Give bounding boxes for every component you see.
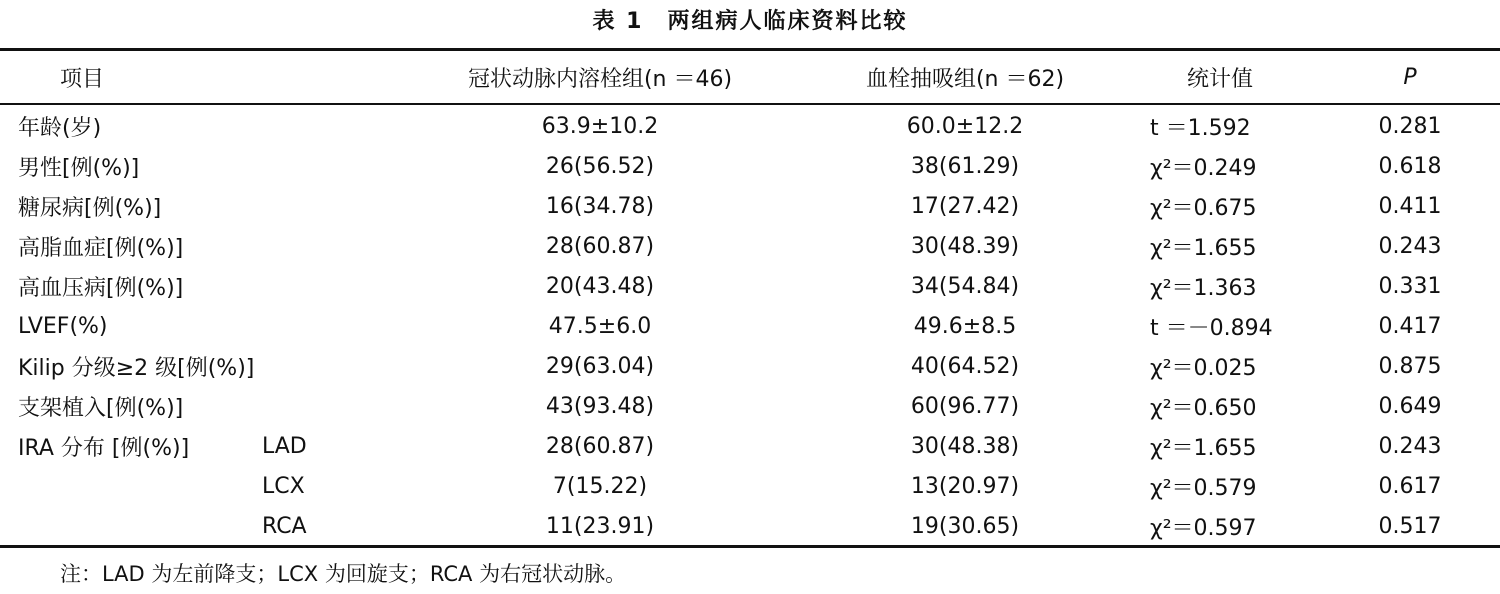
- row-stat: χ²＝0.675: [1150, 195, 1257, 221]
- header-group1: 冠状动脉内溶栓组(n ＝46): [467, 66, 733, 92]
- table-row: [0, 186, 1500, 226]
- header-group2: 血栓抽吸组(n ＝62): [865, 66, 1065, 92]
- row-stat: χ²＝0.597: [1150, 515, 1257, 541]
- row-group1: 28(60.87): [545, 233, 655, 259]
- row-item: Kilip 分级≥2 级[例(%)]: [18, 355, 255, 381]
- row-stat: χ²＝1.655: [1150, 235, 1257, 261]
- row-stat: χ²＝0.025: [1150, 355, 1257, 381]
- row-p: 0.243: [1378, 433, 1442, 459]
- row-group2: 13(20.97): [910, 473, 1020, 499]
- row-item: 糖尿病[例(%)]: [18, 195, 162, 221]
- bottom-rule: [0, 545, 1500, 548]
- header-rule: [0, 103, 1500, 105]
- table-row: [0, 306, 1500, 346]
- row-subitem: [262, 186, 382, 226]
- table-row: [0, 146, 1500, 186]
- row-group1: 63.9±10.2: [541, 113, 659, 139]
- row-group1: 29(63.04): [545, 353, 655, 379]
- table-row: [0, 106, 1500, 146]
- row-stat: χ²＝0.579: [1150, 475, 1257, 501]
- table-title: 表 1 两组病人临床资料比较: [592, 9, 908, 34]
- row-group2: 60.0±12.2: [906, 113, 1024, 139]
- row-group1: 16(34.78): [545, 193, 655, 219]
- table-row: [0, 466, 1500, 506]
- row-item: 高脂血症[例(%)]: [18, 235, 184, 261]
- row-group2: 40(64.52): [910, 353, 1020, 379]
- row-subitem: [262, 146, 382, 186]
- table-row: [0, 346, 1500, 386]
- row-p: 0.649: [1378, 393, 1442, 419]
- row-subitem: RCA: [262, 513, 307, 539]
- row-group2: 60(96.77): [910, 393, 1020, 419]
- row-p: 0.617: [1378, 473, 1442, 499]
- row-group1: 11(23.91): [545, 513, 655, 539]
- row-p: 0.331: [1378, 273, 1442, 299]
- row-stat: χ²＝1.655: [1150, 435, 1257, 461]
- row-p: 0.517: [1378, 513, 1442, 539]
- row-p: 0.618: [1378, 153, 1442, 179]
- row-stat: t ＝－0.894: [1150, 315, 1273, 341]
- header-stat: 统计值: [1186, 66, 1253, 92]
- row-group1: 7(15.22): [552, 473, 648, 499]
- table-row: [0, 506, 1500, 546]
- row-group2: 19(30.65): [910, 513, 1020, 539]
- row-p: 0.875: [1378, 353, 1442, 379]
- row-stat: χ²＝0.249: [1150, 155, 1257, 181]
- row-group1: 26(56.52): [545, 153, 655, 179]
- row-subitem: LCX: [262, 473, 305, 499]
- row-group1: 28(60.87): [545, 433, 655, 459]
- row-p: 0.417: [1378, 313, 1442, 339]
- row-group2: 17(27.42): [910, 193, 1020, 219]
- top-rule: [0, 48, 1500, 51]
- row-group1: 20(43.48): [545, 273, 655, 299]
- row-item: LVEF(%): [18, 313, 108, 339]
- row-subitem: [262, 346, 382, 386]
- row-group1: 43(93.48): [545, 393, 655, 419]
- header-item: 项目: [60, 66, 105, 92]
- row-stat: χ²＝0.650: [1150, 395, 1257, 421]
- row-group2: 30(48.38): [910, 433, 1020, 459]
- row-subitem: [262, 106, 382, 146]
- row-group1: 47.5±6.0: [548, 313, 652, 339]
- header-p: P: [1403, 64, 1417, 90]
- row-item: 高血压病[例(%)]: [18, 275, 184, 301]
- row-stat: χ²＝1.363: [1150, 275, 1257, 301]
- table-row: [0, 266, 1500, 306]
- row-item: 支架植入[例(%)]: [18, 395, 184, 421]
- row-item: 年龄(岁): [18, 115, 102, 141]
- row-item: IRA 分布 [例(%)]: [18, 435, 190, 461]
- row-subitem: LAD: [262, 433, 307, 459]
- table-note: 注：LAD 为左前降支；LCX 为回旋支；RCA 为右冠状动脉。: [60, 562, 627, 586]
- row-item: 男性[例(%)]: [18, 155, 140, 181]
- row-stat: t ＝1.592: [1150, 115, 1251, 141]
- row-p: 0.243: [1378, 233, 1442, 259]
- row-group2: 34(54.84): [910, 273, 1020, 299]
- row-subitem: [262, 306, 382, 346]
- table-header: [0, 54, 1500, 100]
- table-row: [0, 386, 1500, 426]
- row-group2: 38(61.29): [910, 153, 1020, 179]
- row-p: 0.281: [1378, 113, 1442, 139]
- row-p: 0.411: [1378, 193, 1442, 219]
- row-group2: 30(48.39): [910, 233, 1020, 259]
- row-subitem: [262, 226, 382, 266]
- table-row: [0, 426, 1500, 466]
- row-subitem: [262, 386, 382, 426]
- table-row: [0, 226, 1500, 266]
- row-group2: 49.6±8.5: [913, 313, 1017, 339]
- row-subitem: [262, 266, 382, 306]
